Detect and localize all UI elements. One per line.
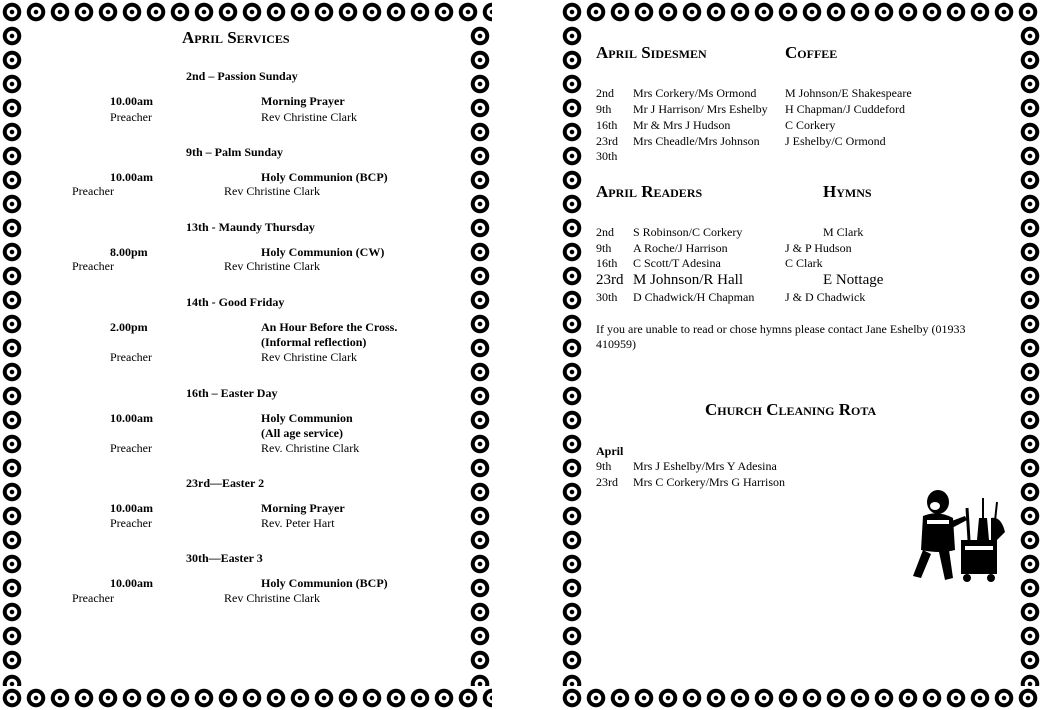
- floral-border-bottom: [560, 686, 1042, 710]
- sidesmen-date: 30th: [596, 149, 618, 163]
- readers-date: 2nd: [596, 225, 614, 239]
- hymns-names: J & P Hudson: [785, 241, 852, 255]
- preacher-label: Preacher: [110, 110, 152, 124]
- cleaning-date: 23rd: [596, 475, 618, 489]
- floral-border-top: [560, 0, 1042, 24]
- coffee-names: C Corkery: [785, 118, 836, 132]
- preacher-label: Preacher: [72, 591, 114, 605]
- floral-border-right: [468, 24, 492, 686]
- hymns-title: Hymns: [823, 182, 872, 201]
- sidesmen-names: Mr J Harrison/ Mrs Eshelby: [633, 102, 768, 116]
- readers-names: C Scott/T Adesina: [633, 256, 721, 270]
- service-day: 14th - Good Friday: [186, 295, 285, 309]
- service-name: Morning Prayer: [261, 94, 345, 108]
- preacher-name: Rev Christine Clark: [261, 350, 357, 364]
- hymns-names: M Clark: [823, 225, 864, 239]
- service-time: 8.00pm: [110, 245, 148, 259]
- cleaning-title: Church Cleaning Rota: [705, 400, 877, 419]
- coffee-names: M Johnson/E Shakespeare: [785, 86, 912, 100]
- service-day: 2nd – Passion Sunday: [186, 69, 298, 83]
- readers-date: 23rd: [596, 272, 624, 288]
- readers-names: D Chadwick/H Chapman: [633, 290, 755, 304]
- service-name: An Hour Before the Cross.: [261, 320, 398, 334]
- contact-note: If you are unable to read or chose hymns please contact Jane Eshelby (01933 410959): [596, 322, 966, 351]
- service-time: 10.00am: [110, 576, 153, 590]
- coffee-names: H Chapman/J Cuddeford: [785, 102, 905, 116]
- service-day: 9th – Palm Sunday: [186, 145, 284, 159]
- rota-page: [560, 0, 1042, 710]
- floral-border-left: [560, 24, 584, 686]
- hymns-names: J & D Chadwick: [785, 290, 866, 304]
- cleaning-month: April: [596, 444, 624, 458]
- readers-title: April Readers: [596, 182, 703, 201]
- services-page: [0, 0, 492, 710]
- cleaning-names: Mrs C Corkery/Mrs G Harrison: [633, 475, 785, 489]
- hymns-names: C Clark: [785, 256, 823, 270]
- sidesmen-date: 23rd: [596, 134, 618, 148]
- service-note: (All age service): [261, 426, 343, 440]
- preacher-name: Rev. Peter Hart: [261, 516, 335, 530]
- sidesmen-date: 16th: [596, 118, 618, 132]
- readers-date: 30th: [596, 290, 618, 304]
- sidesmen-names: Mrs Corkery/Ms Ormond: [633, 86, 757, 100]
- preacher-label: Preacher: [72, 259, 114, 273]
- cleaning-date: 9th: [596, 459, 612, 473]
- preacher-label: Preacher: [110, 516, 152, 530]
- service-name: Holy Communion: [261, 411, 353, 425]
- floral-border-right: [1018, 24, 1042, 686]
- floral-border-left: [0, 24, 24, 686]
- floral-border-top: [0, 0, 492, 24]
- service-time: 10.00am: [110, 94, 153, 108]
- preacher-name: Rev Christine Clark: [224, 259, 320, 273]
- preacher-name: Rev Christine Clark: [261, 110, 357, 124]
- service-time: 10.00am: [110, 411, 153, 425]
- hymns-names: E Nottage: [823, 272, 884, 288]
- readers-names: S Robinson/C Corkery: [633, 225, 743, 239]
- service-name: Holy Communion (CW): [261, 245, 385, 259]
- service-day: 13th - Maundy Thursday: [186, 220, 315, 234]
- preacher-label: Preacher: [110, 350, 152, 364]
- sidesmen-names: Mrs Cheadle/Mrs Johnson: [633, 134, 760, 148]
- service-day: 23rd—Easter 2: [186, 476, 265, 490]
- service-time: 2.00pm: [110, 320, 148, 334]
- preacher-name: Rev Christine Clark: [224, 591, 320, 605]
- cleaning-names: Mrs J Eshelby/Mrs Y Adesina: [633, 459, 777, 473]
- readers-names: A Roche/J Harrison: [633, 241, 728, 255]
- readers-names: M Johnson/R Hall: [633, 272, 744, 288]
- readers-date: 16th: [596, 256, 618, 270]
- coffee-title: Coffee: [785, 43, 838, 62]
- coffee-names: J Eshelby/C Ormond: [785, 134, 886, 148]
- service-day: 16th – Easter Day: [186, 386, 278, 400]
- preacher-label: Preacher: [72, 184, 114, 198]
- sidesmen-title: April Sidesmen: [596, 43, 707, 62]
- preacher-label: Preacher: [110, 441, 152, 455]
- service-note: (Informal reflection): [261, 335, 367, 349]
- service-name: Morning Prayer: [261, 501, 345, 515]
- preacher-name: Rev. Christine Clark: [261, 441, 360, 455]
- sidesmen-date: 9th: [596, 102, 612, 116]
- preacher-name: Rev Christine Clark: [224, 184, 320, 198]
- sidesmen-names: Mr & Mrs J Hudson: [633, 118, 731, 132]
- readers-date: 9th: [596, 241, 612, 255]
- cleaner-with-cart-icon: [905, 488, 1015, 586]
- service-name: Holy Communion (BCP): [261, 170, 388, 184]
- service-time: 10.00am: [110, 170, 153, 184]
- floral-border-bottom: [0, 686, 492, 710]
- service-time: 10.00am: [110, 501, 153, 515]
- service-name: Holy Communion (BCP): [261, 576, 388, 590]
- sidesmen-date: 2nd: [596, 86, 614, 100]
- services-title: April Services: [182, 28, 290, 47]
- service-day: 30th—Easter 3: [186, 551, 263, 565]
